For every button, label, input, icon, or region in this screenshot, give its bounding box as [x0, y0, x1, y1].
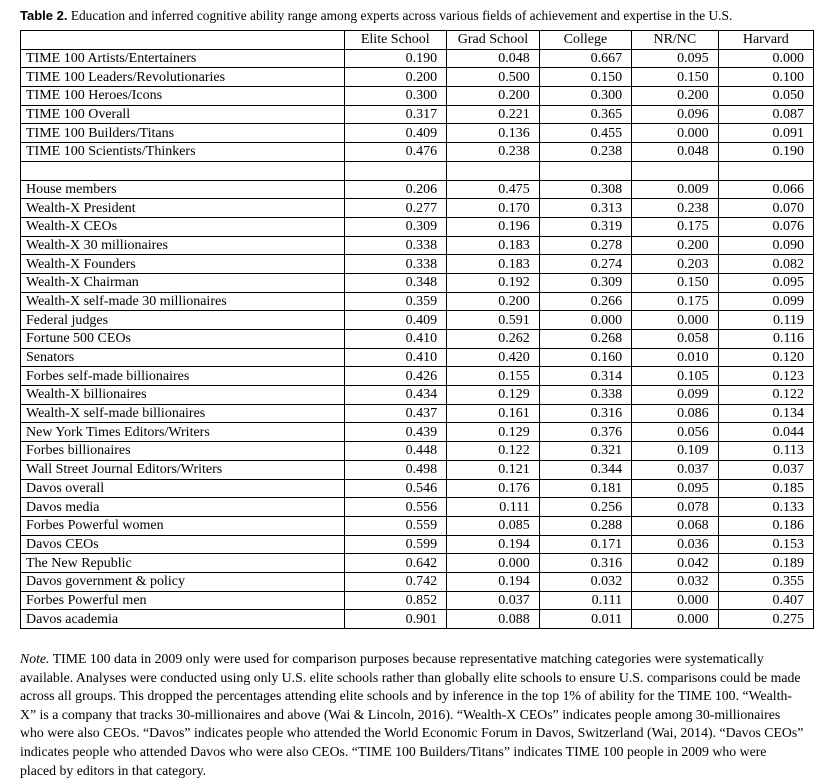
value-cell: 0.136	[447, 124, 540, 143]
value-cell: 0.667	[539, 49, 631, 68]
table-row	[21, 199, 814, 218]
value-cell: 0.288	[539, 516, 631, 535]
row-label: Davos academia	[21, 610, 345, 629]
value-cell: 0.119	[718, 311, 813, 330]
value-cell: 0.409	[344, 124, 447, 143]
table-row	[21, 423, 814, 442]
value-cell: 0.206	[344, 180, 447, 199]
value-cell: 0.434	[344, 386, 447, 405]
table-row	[21, 386, 814, 405]
value-cell: 0.344	[539, 460, 631, 479]
table-row	[21, 105, 814, 124]
value-cell: 0.407	[718, 591, 813, 610]
value-cell: 0.591	[447, 311, 540, 330]
caption-text: Education and inferred cognitive ability range among experts across various fields of achievement and expertise in the U.S.	[70, 8, 733, 23]
table-caption	[20, 7, 810, 25]
value-cell: 0.100	[718, 68, 813, 87]
row-label: New York Times Editors/Writers	[21, 423, 345, 442]
value-cell: 0.319	[539, 217, 631, 236]
value-cell: 0.642	[344, 554, 447, 573]
row-label: TIME 100 Scientists/Thinkers	[21, 143, 345, 162]
empty-cell	[539, 161, 631, 180]
value-cell: 0.476	[344, 143, 447, 162]
value-cell: 0.000	[632, 591, 718, 610]
value-cell: 0.037	[447, 591, 540, 610]
value-cell: 0.037	[718, 460, 813, 479]
row-label: Davos overall	[21, 479, 345, 498]
value-cell: 0.120	[718, 348, 813, 367]
value-cell: 0.410	[344, 330, 447, 349]
value-cell: 0.314	[539, 367, 631, 386]
value-cell: 0.095	[632, 49, 718, 68]
column-header: College	[539, 31, 631, 50]
value-cell: 0.175	[632, 217, 718, 236]
value-cell: 0.200	[447, 292, 540, 311]
value-cell: 0.095	[632, 479, 718, 498]
row-label: Forbes Powerful men	[21, 591, 345, 610]
value-cell: 0.129	[447, 423, 540, 442]
row-label: Forbes self-made billionaires	[21, 367, 345, 386]
value-cell: 0.099	[632, 386, 718, 405]
value-cell: 0.122	[447, 442, 540, 461]
table-row	[21, 49, 814, 68]
value-cell: 0.338	[344, 236, 447, 255]
value-cell: 0.200	[447, 87, 540, 106]
table-row	[21, 143, 814, 162]
table-row	[21, 87, 814, 106]
value-cell: 0.088	[447, 610, 540, 629]
value-cell: 0.274	[539, 255, 631, 274]
value-cell: 0.113	[718, 442, 813, 461]
value-cell: 0.183	[447, 236, 540, 255]
table-row	[21, 479, 814, 498]
value-cell: 0.475	[447, 180, 540, 199]
value-cell: 0.109	[632, 442, 718, 461]
column-header	[21, 31, 345, 50]
value-cell: 0.134	[718, 404, 813, 423]
value-cell: 0.277	[344, 199, 447, 218]
value-cell: 0.309	[344, 217, 447, 236]
value-cell: 0.068	[632, 516, 718, 535]
value-cell: 0.189	[718, 554, 813, 573]
table-row	[21, 292, 814, 311]
row-label: Davos CEOs	[21, 535, 345, 554]
value-cell: 0.181	[539, 479, 631, 498]
value-cell: 0.090	[718, 236, 813, 255]
table-row	[21, 498, 814, 517]
row-label: Wealth-X Founders	[21, 255, 345, 274]
table-row	[21, 554, 814, 573]
value-cell: 0.185	[718, 479, 813, 498]
row-label: TIME 100 Builders/Titans	[21, 124, 345, 143]
value-cell: 0.420	[447, 348, 540, 367]
spacer-row	[21, 161, 814, 180]
value-cell: 0.091	[718, 124, 813, 143]
value-cell: 0.238	[539, 143, 631, 162]
value-cell: 0.150	[632, 273, 718, 292]
row-label: The New Republic	[21, 554, 345, 573]
value-cell: 0.176	[447, 479, 540, 498]
row-label: TIME 100 Artists/Entertainers	[21, 49, 345, 68]
table-row	[21, 348, 814, 367]
value-cell: 0.105	[632, 367, 718, 386]
value-cell: 0.042	[632, 554, 718, 573]
note-label: Note.	[20, 651, 50, 666]
table-row	[21, 367, 814, 386]
row-label: Wealth-X self-made 30 millionaires	[21, 292, 345, 311]
value-cell: 0.116	[718, 330, 813, 349]
value-cell: 0.066	[718, 180, 813, 199]
value-cell: 0.160	[539, 348, 631, 367]
value-cell: 0.150	[539, 68, 631, 87]
value-cell: 0.011	[539, 610, 631, 629]
value-cell: 0.000	[447, 554, 540, 573]
value-cell: 0.448	[344, 442, 447, 461]
empty-cell	[344, 161, 447, 180]
value-cell: 0.076	[718, 217, 813, 236]
value-cell: 0.036	[632, 535, 718, 554]
value-cell: 0.546	[344, 479, 447, 498]
table-row	[21, 255, 814, 274]
value-cell: 0.266	[539, 292, 631, 311]
value-cell: 0.300	[344, 87, 447, 106]
value-cell: 0.000	[632, 610, 718, 629]
value-cell: 0.376	[539, 423, 631, 442]
value-cell: 0.355	[718, 572, 813, 591]
value-cell: 0.009	[632, 180, 718, 199]
row-label: Wealth-X CEOs	[21, 217, 345, 236]
value-cell: 0.170	[447, 199, 540, 218]
row-label: Wall Street Journal Editors/Writers	[21, 460, 345, 479]
value-cell: 0.095	[718, 273, 813, 292]
table-row	[21, 404, 814, 423]
value-cell: 0.200	[632, 87, 718, 106]
value-cell: 0.000	[632, 311, 718, 330]
row-label: House members	[21, 180, 345, 199]
value-cell: 0.056	[632, 423, 718, 442]
row-label: Davos media	[21, 498, 345, 517]
value-cell: 0.426	[344, 367, 447, 386]
value-cell: 0.078	[632, 498, 718, 517]
table-row	[21, 460, 814, 479]
value-cell: 0.190	[344, 49, 447, 68]
value-cell: 0.150	[632, 68, 718, 87]
value-cell: 0.099	[718, 292, 813, 311]
row-label: Davos government & policy	[21, 572, 345, 591]
value-cell: 0.338	[344, 255, 447, 274]
table-row	[21, 273, 814, 292]
empty-cell	[718, 161, 813, 180]
value-cell: 0.439	[344, 423, 447, 442]
value-cell: 0.359	[344, 292, 447, 311]
value-cell: 0.238	[447, 143, 540, 162]
value-cell: 0.410	[344, 348, 447, 367]
value-cell: 0.000	[718, 49, 813, 68]
data-table	[20, 30, 814, 629]
value-cell: 0.500	[447, 68, 540, 87]
table-row	[21, 535, 814, 554]
table-row	[21, 610, 814, 629]
row-label: Forbes Powerful women	[21, 516, 345, 535]
table-row	[21, 180, 814, 199]
row-label: TIME 100 Overall	[21, 105, 345, 124]
value-cell: 0.085	[447, 516, 540, 535]
value-cell: 0.409	[344, 311, 447, 330]
value-cell: 0.050	[718, 87, 813, 106]
value-cell: 0.313	[539, 199, 631, 218]
value-cell: 0.070	[718, 199, 813, 218]
column-header: Elite School	[344, 31, 447, 50]
row-label: TIME 100 Leaders/Revolutionaries	[21, 68, 345, 87]
value-cell: 0.196	[447, 217, 540, 236]
value-cell: 0.133	[718, 498, 813, 517]
table-row	[21, 311, 814, 330]
value-cell: 0.498	[344, 460, 447, 479]
value-cell: 0.268	[539, 330, 631, 349]
value-cell: 0.153	[718, 535, 813, 554]
table-row	[21, 124, 814, 143]
value-cell: 0.111	[447, 498, 540, 517]
value-cell: 0.186	[718, 516, 813, 535]
table-row	[21, 68, 814, 87]
value-cell: 0.032	[539, 572, 631, 591]
table-row	[21, 236, 814, 255]
value-cell: 0.121	[447, 460, 540, 479]
value-cell: 0.037	[632, 460, 718, 479]
value-cell: 0.175	[632, 292, 718, 311]
value-cell: 0.058	[632, 330, 718, 349]
value-cell: 0.183	[447, 255, 540, 274]
row-label: Wealth-X President	[21, 199, 345, 218]
row-label: Wealth-X Chairman	[21, 273, 345, 292]
value-cell: 0.455	[539, 124, 631, 143]
table-note	[20, 650, 805, 780]
value-cell: 0.256	[539, 498, 631, 517]
table-row	[21, 572, 814, 591]
value-cell: 0.559	[344, 516, 447, 535]
header-row	[21, 31, 814, 50]
value-cell: 0.300	[539, 87, 631, 106]
value-cell: 0.321	[539, 442, 631, 461]
table-row	[21, 442, 814, 461]
row-label: Wealth-X self-made billionaires	[21, 404, 345, 423]
value-cell: 0.599	[344, 535, 447, 554]
table-row	[21, 330, 814, 349]
value-cell: 0.192	[447, 273, 540, 292]
value-cell: 0.155	[447, 367, 540, 386]
value-cell: 0.200	[344, 68, 447, 87]
value-cell: 0.190	[718, 143, 813, 162]
row-label: Fortune 500 CEOs	[21, 330, 345, 349]
value-cell: 0.000	[632, 124, 718, 143]
value-cell: 0.087	[718, 105, 813, 124]
value-cell: 0.262	[447, 330, 540, 349]
value-cell: 0.437	[344, 404, 447, 423]
empty-cell	[447, 161, 540, 180]
row-label: Forbes billionaires	[21, 442, 345, 461]
value-cell: 0.316	[539, 554, 631, 573]
value-cell: 0.365	[539, 105, 631, 124]
value-cell: 0.044	[718, 423, 813, 442]
value-cell: 0.316	[539, 404, 631, 423]
value-cell: 0.048	[632, 143, 718, 162]
value-cell: 0.852	[344, 591, 447, 610]
row-label: Wealth-X 30 millionaires	[21, 236, 345, 255]
value-cell: 0.338	[539, 386, 631, 405]
value-cell: 0.901	[344, 610, 447, 629]
value-cell: 0.203	[632, 255, 718, 274]
value-cell: 0.308	[539, 180, 631, 199]
table-row	[21, 591, 814, 610]
column-header: NR/NC	[632, 31, 718, 50]
column-header: Harvard	[718, 31, 813, 50]
value-cell: 0.742	[344, 572, 447, 591]
value-cell: 0.096	[632, 105, 718, 124]
value-cell: 0.221	[447, 105, 540, 124]
value-cell: 0.082	[718, 255, 813, 274]
value-cell: 0.123	[718, 367, 813, 386]
value-cell: 0.111	[539, 591, 631, 610]
value-cell: 0.086	[632, 404, 718, 423]
table-row	[21, 516, 814, 535]
value-cell: 0.556	[344, 498, 447, 517]
value-cell: 0.348	[344, 273, 447, 292]
value-cell: 0.000	[539, 311, 631, 330]
empty-cell	[21, 161, 345, 180]
row-label: Wealth-X billionaires	[21, 386, 345, 405]
value-cell: 0.032	[632, 572, 718, 591]
empty-cell	[632, 161, 718, 180]
table-row	[21, 217, 814, 236]
value-cell: 0.048	[447, 49, 540, 68]
value-cell: 0.309	[539, 273, 631, 292]
value-cell: 0.200	[632, 236, 718, 255]
value-cell: 0.194	[447, 535, 540, 554]
value-cell: 0.161	[447, 404, 540, 423]
caption-label: Table 2.	[20, 8, 68, 23]
value-cell: 0.194	[447, 572, 540, 591]
value-cell: 0.171	[539, 535, 631, 554]
value-cell: 0.317	[344, 105, 447, 124]
value-cell: 0.278	[539, 236, 631, 255]
row-label: TIME 100 Heroes/Icons	[21, 87, 345, 106]
value-cell: 0.122	[718, 386, 813, 405]
column-header: Grad School	[447, 31, 540, 50]
note-text: TIME 100 data in 2009 only were used for comparison purposes because representative matching categories were systematically available. Analyses were conducted using only U.S. elite schools rather than globally elite schools to ensure U.S. comparisons could be made across all groups. This dropped the percentages attending elite schools and by inference in the top 1% of ability for the TIME 100. “Wealth-X” is a company that tracks 30-millionaires and above (Wai & Lincoln, 2016). “Wealth-X CEOs” indicates people among 30-millionaires who were also CEOs. “Davos” indicates people who attended the World Economic Forum in Davos, Switzerland (Wai, 2014). “Davos CEOs” indicates people who attended Davos who were also CEOs. “TIME 100 Builders/Titans” indicates TIME 100 people in 2009 who were placed by editors in that category.	[20, 651, 804, 778]
value-cell: 0.010	[632, 348, 718, 367]
value-cell: 0.238	[632, 199, 718, 218]
row-label: Federal judges	[21, 311, 345, 330]
value-cell: 0.129	[447, 386, 540, 405]
value-cell: 0.275	[718, 610, 813, 629]
row-label: Senators	[21, 348, 345, 367]
